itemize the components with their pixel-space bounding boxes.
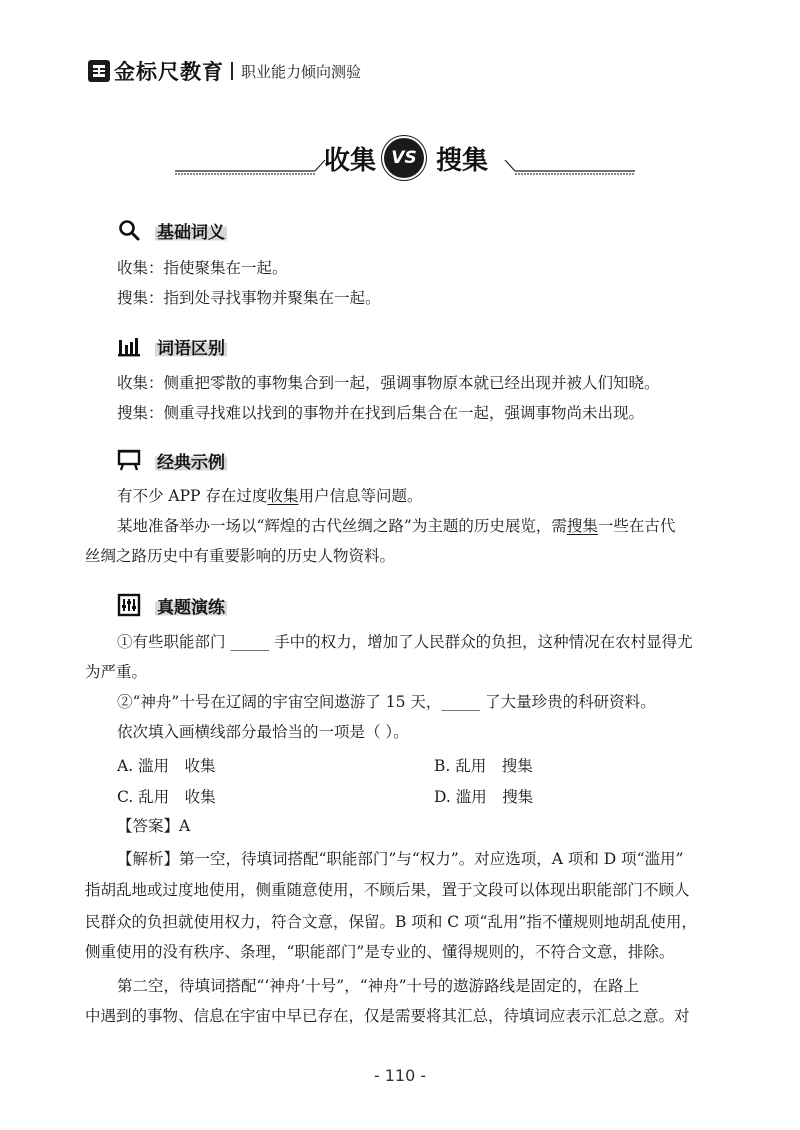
title-banner — [0, 130, 800, 190]
sliders-icon — [117, 593, 141, 617]
title-word-right: 搜集 — [436, 146, 489, 176]
vs-label: VS — [391, 148, 417, 168]
analysis-line: 侧重使用的没有秩序、条理，“职能部门”是专业的、懂得规则的，不符合文意，排除。 — [85, 943, 675, 961]
page-number: - 110 - — [373, 1066, 427, 1085]
header-divider — [231, 62, 233, 80]
easel-icon — [117, 448, 141, 472]
analysis-line: 指胡乱地或过度地使用，侧重随意使用，不顾后果，置于文段可以体现出职能部门不顾人 — [85, 881, 690, 899]
question-line: ②“神舟”十号在辽阔的宇宙空间遨游了 15 天，_____ 了大量珍贵的科研资料。 — [117, 693, 656, 711]
section-word-difference — [117, 334, 227, 358]
analysis-line: 【解析】第一空，待填词搭配“职能部门”与“权力”。对应选项，A 项和 D 项“滥用” — [117, 850, 684, 868]
section-practice-questions — [117, 593, 227, 617]
section-basic-meaning — [117, 218, 227, 242]
section-title: 真题演练 — [155, 593, 227, 618]
option-b: B. 乱用 搜集 — [434, 757, 533, 775]
vs-badge — [384, 138, 424, 178]
title-word-left: 收集 — [324, 146, 377, 176]
difference-line: 收集：侧重把零散的事物集合到一起，强调事物原本就已经出现并被人们知晓。 — [117, 374, 660, 392]
analysis-line: 中遇到的事物、信息在宇宙中早已存在，仅是需要将其汇总，待填词应表示汇总之意。对 — [85, 1007, 690, 1025]
definition-line: 搜集：指到处寻找事物并聚集在一起。 — [117, 289, 381, 307]
section-classic-examples — [117, 448, 227, 472]
header-subtitle: 职业能力倾向测验 — [241, 62, 362, 81]
option-c: C. 乱用 收集 — [117, 788, 216, 806]
bar-chart-icon — [117, 334, 141, 358]
brand-name: 金标尺教育 — [114, 60, 224, 84]
highlighted-word: 搜集 — [566, 517, 598, 535]
magnifier-icon — [117, 218, 141, 242]
question-line: ①有些职能部门 _____ 手中的权力，增加了人民群众的负担，这种情况在农村显得尤 — [117, 633, 693, 651]
page-header — [88, 58, 361, 84]
section-title: 经典示例 — [155, 448, 227, 473]
example-sentence: 某地准备举办一场以“辉煌的古代丝绸之路”为主题的历史展览，需搜集一些在古代 — [117, 517, 676, 535]
option-a: A. 滥用 收集 — [117, 757, 216, 775]
question-prompt: 依次填入画横线部分最恰当的一项是（ ）。 — [117, 723, 409, 741]
section-title: 词语区别 — [155, 334, 227, 359]
brand-logo-icon — [88, 60, 110, 82]
example-sentence-continued: 丝绸之路历史中有重要影响的历史人物资料。 — [85, 547, 396, 565]
section-title: 基础词义 — [155, 218, 227, 243]
option-d: D. 滥用 搜集 — [434, 788, 534, 806]
difference-line: 搜集：侧重寻找难以找到的事物并在找到后集合在一起，强调事物尚未出现。 — [117, 404, 645, 422]
answer-line: 【答案】A — [117, 817, 191, 835]
definition-line: 收集：指使聚集在一起。 — [117, 259, 288, 277]
question-line: 为严重。 — [85, 663, 148, 681]
analysis-line: 第二空，待填词搭配“‘神舟’十号”，“神舟”十号的遨游路线是固定的，在路上 — [117, 977, 640, 995]
highlighted-word: 收集 — [267, 487, 299, 505]
analysis-line: 民群众的负担就使用权力，符合文意，保留。B 项和 C 项“乱用”指不懂规则地胡乱使用， — [85, 913, 697, 931]
example-sentence: 有不少 APP 存在过度收集用户信息等问题。 — [117, 487, 423, 505]
